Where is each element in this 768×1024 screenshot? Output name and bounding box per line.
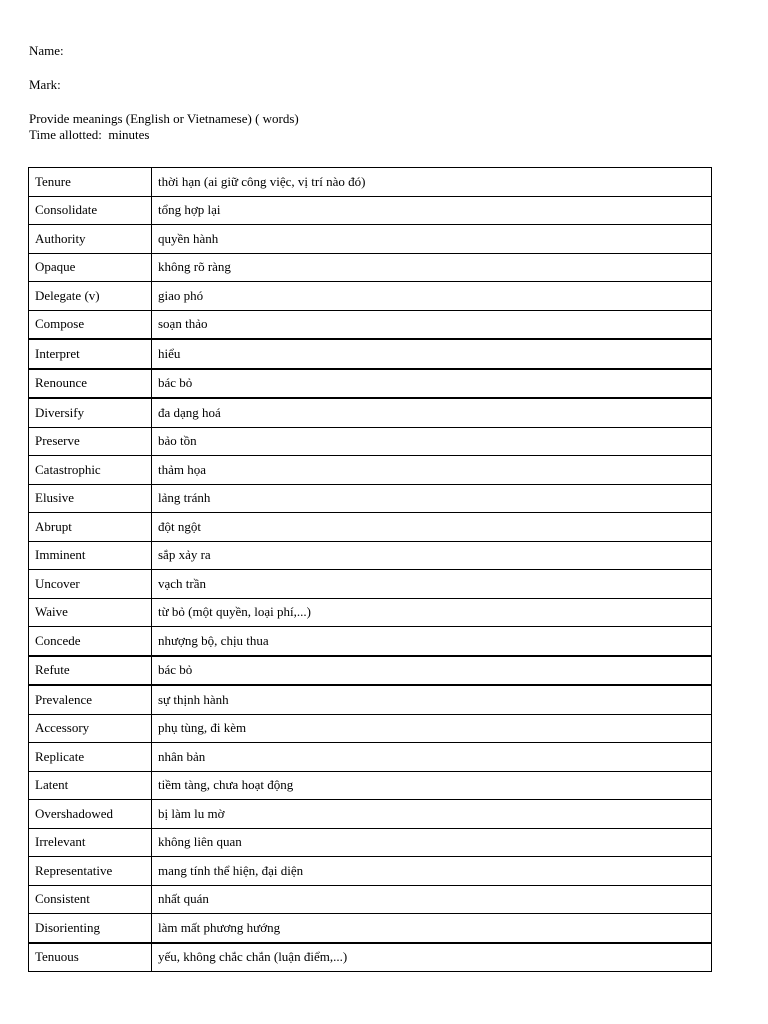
table-row bbox=[29, 427, 712, 456]
meaning-cell: sự thịnh hành bbox=[152, 685, 712, 714]
term-cell: Elusive bbox=[29, 484, 152, 513]
term-cell: Interpret bbox=[29, 339, 152, 369]
vocabulary-table bbox=[28, 167, 712, 972]
meaning-cell: nhất quán bbox=[152, 885, 712, 914]
meaning-cell: quyền hành bbox=[152, 225, 712, 254]
term-cell: Replicate bbox=[29, 743, 152, 772]
table-row bbox=[29, 513, 712, 542]
time-allotted-text: Time allotted: minutes bbox=[29, 127, 150, 142]
table-row bbox=[29, 828, 712, 857]
table-row bbox=[29, 598, 712, 627]
term-cell: Tenuous bbox=[29, 943, 152, 972]
table-row bbox=[29, 714, 712, 743]
meaning-cell: nhượng bộ, chịu thua bbox=[152, 627, 712, 656]
table-row bbox=[29, 339, 712, 369]
term-cell: Latent bbox=[29, 771, 152, 800]
term-cell: Preserve bbox=[29, 427, 152, 456]
term-cell: Disorienting bbox=[29, 914, 152, 943]
meaning-cell: bị làm lu mờ bbox=[152, 800, 712, 829]
table-row bbox=[29, 282, 712, 311]
table-row bbox=[29, 310, 712, 339]
term-cell: Diversify bbox=[29, 398, 152, 427]
term-cell: Refute bbox=[29, 656, 152, 686]
table-row bbox=[29, 484, 712, 513]
meaning-cell: đa dạng hoá bbox=[152, 398, 712, 427]
meaning-cell: vạch trần bbox=[152, 570, 712, 599]
term-cell: Overshadowed bbox=[29, 800, 152, 829]
meaning-cell: thời hạn (ai giữ công việc, vị trí nào đó) bbox=[152, 168, 712, 197]
name-label: Name: bbox=[29, 43, 64, 58]
table-row bbox=[29, 685, 712, 714]
meaning-cell: không rõ ràng bbox=[152, 253, 712, 282]
meaning-cell: thảm họa bbox=[152, 456, 712, 485]
meaning-cell: tổng hợp lại bbox=[152, 196, 712, 225]
meaning-cell: hiểu bbox=[152, 339, 712, 369]
meaning-cell: làm mất phương hướng bbox=[152, 914, 712, 943]
meaning-cell: giao phó bbox=[152, 282, 712, 311]
term-cell: Compose bbox=[29, 310, 152, 339]
table-row bbox=[29, 743, 712, 772]
term-cell: Representative bbox=[29, 857, 152, 886]
term-cell: Renounce bbox=[29, 369, 152, 399]
table-row bbox=[29, 196, 712, 225]
table-row bbox=[29, 627, 712, 656]
meaning-cell: bảo tồn bbox=[152, 427, 712, 456]
instructions-text: Provide meanings (English or Vietnamese) ( words) bbox=[29, 111, 299, 126]
meaning-cell: bác bỏ bbox=[152, 369, 712, 399]
table-row bbox=[29, 369, 712, 399]
term-cell: Concede bbox=[29, 627, 152, 656]
term-cell: Tenure bbox=[29, 168, 152, 197]
meaning-cell: bác bỏ bbox=[152, 656, 712, 686]
term-cell: Catastrophic bbox=[29, 456, 152, 485]
table-row bbox=[29, 225, 712, 254]
meaning-cell: tiềm tàng, chưa hoạt động bbox=[152, 771, 712, 800]
term-cell: Opaque bbox=[29, 253, 152, 282]
term-cell: Prevalence bbox=[29, 685, 152, 714]
mark-label: Mark: bbox=[29, 77, 61, 92]
term-cell: Authority bbox=[29, 225, 152, 254]
table-row bbox=[29, 398, 712, 427]
term-cell: Irrelevant bbox=[29, 828, 152, 857]
table-row bbox=[29, 800, 712, 829]
table-row bbox=[29, 943, 712, 972]
meaning-cell: yếu, không chắc chắn (luận điểm,...) bbox=[152, 943, 712, 972]
term-cell: Consolidate bbox=[29, 196, 152, 225]
meaning-cell: soạn thảo bbox=[152, 310, 712, 339]
meaning-cell: phụ tùng, đi kèm bbox=[152, 714, 712, 743]
term-cell: Uncover bbox=[29, 570, 152, 599]
worksheet-header bbox=[29, 43, 299, 143]
table-row bbox=[29, 771, 712, 800]
table-row bbox=[29, 456, 712, 485]
meaning-cell: sắp xảy ra bbox=[152, 541, 712, 570]
table-row bbox=[29, 857, 712, 886]
term-cell: Waive bbox=[29, 598, 152, 627]
term-cell: Consistent bbox=[29, 885, 152, 914]
table-row bbox=[29, 253, 712, 282]
term-cell: Imminent bbox=[29, 541, 152, 570]
table-row bbox=[29, 656, 712, 686]
term-cell: Accessory bbox=[29, 714, 152, 743]
table-row bbox=[29, 168, 712, 197]
meaning-cell: lảng tránh bbox=[152, 484, 712, 513]
meaning-cell: mang tính thể hiện, đại diện bbox=[152, 857, 712, 886]
table-row bbox=[29, 570, 712, 599]
meaning-cell: đột ngột bbox=[152, 513, 712, 542]
table-row bbox=[29, 914, 712, 943]
table-row bbox=[29, 541, 712, 570]
table-row bbox=[29, 885, 712, 914]
term-cell: Abrupt bbox=[29, 513, 152, 542]
meaning-cell: từ bỏ (một quyền, loại phí,...) bbox=[152, 598, 712, 627]
meaning-cell: nhân bản bbox=[152, 743, 712, 772]
term-cell: Delegate (v) bbox=[29, 282, 152, 311]
meaning-cell: không liên quan bbox=[152, 828, 712, 857]
